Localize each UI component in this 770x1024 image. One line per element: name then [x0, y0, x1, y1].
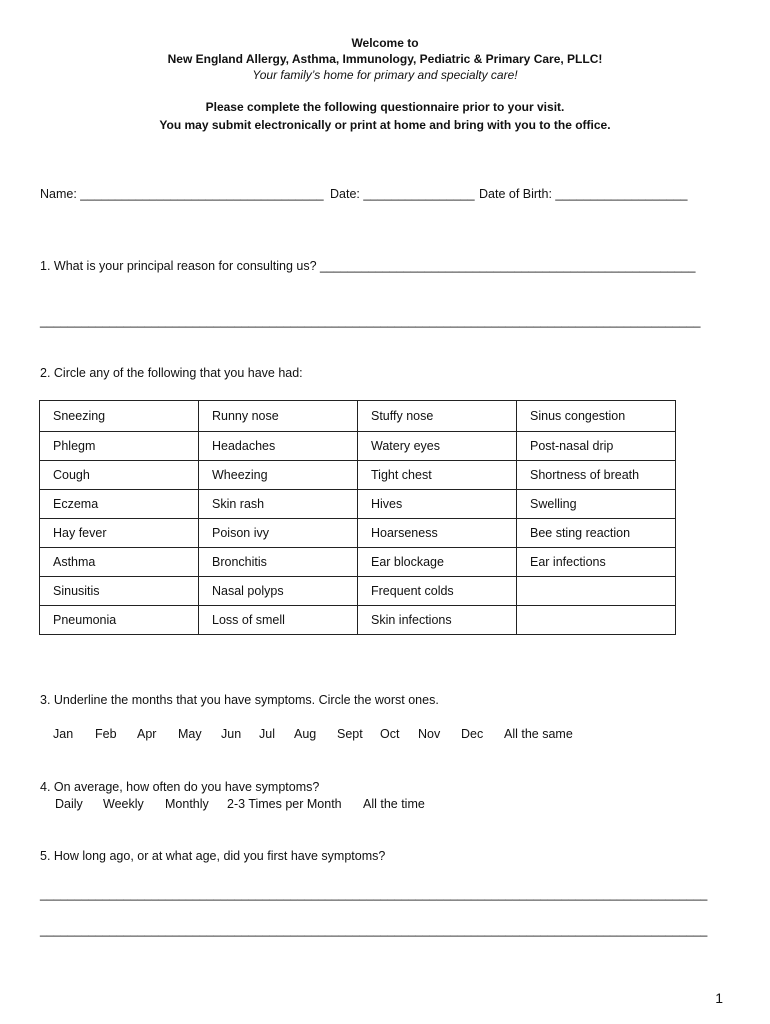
symptom-cell[interactable]: Wheezing: [199, 461, 358, 490]
symptom-cell[interactable]: Post-nasal drip: [517, 432, 676, 461]
month-option[interactable]: Nov: [418, 727, 441, 741]
month-option[interactable]: Oct: [380, 727, 400, 741]
symptom-cell[interactable]: Loss of smell: [199, 606, 358, 635]
frequency-option[interactable]: Daily: [55, 797, 83, 811]
frequency-option[interactable]: 2-3 Times per Month: [227, 797, 342, 811]
question-2: 2. Circle any of the following that you have had:: [40, 366, 303, 380]
date-of-birth-field[interactable]: Date of Birth: ___________________: [479, 187, 688, 201]
month-option[interactable]: May: [178, 727, 202, 741]
question-4: 4. On average, how often do you have symptoms?: [40, 780, 320, 794]
table-row: [40, 577, 676, 606]
question-1[interactable]: 1. What is your principal reason for consulting us? ______________________________________________________: [40, 259, 696, 273]
tagline: Your family’s home for primary and specialty care!: [252, 68, 518, 82]
empty-cell: [517, 577, 676, 606]
empty-cell: [517, 606, 676, 635]
symptom-cell[interactable]: Phlegm: [40, 432, 199, 461]
table-row: [40, 519, 676, 548]
symptom-cell[interactable]: Cough: [40, 461, 199, 490]
frequency-option[interactable]: Monthly: [165, 797, 209, 811]
frequency-option[interactable]: All the time: [363, 797, 425, 811]
month-option[interactable]: Aug: [294, 727, 317, 741]
symptom-cell[interactable]: Hay fever: [40, 519, 199, 548]
question-1-answer-line[interactable]: _______________________________________________________________________________________________: [40, 314, 701, 328]
table-row: [40, 461, 676, 490]
table-row: [40, 401, 676, 432]
symptom-cell[interactable]: Pneumonia: [40, 606, 199, 635]
question-5-answer-line[interactable]: ________________________________________________________________________________________________: [40, 887, 708, 901]
symptom-cell[interactable]: Headaches: [199, 432, 358, 461]
symptom-cell[interactable]: Sneezing: [40, 401, 199, 432]
question-5-answer-line[interactable]: ________________________________________________________________________________________________: [40, 923, 708, 937]
practice-name: New England Allergy, Asthma, Immunology, Pediatric & Primary Care, PLLC!: [167, 52, 603, 66]
symptom-cell[interactable]: Ear infections: [517, 548, 676, 577]
question-3: 3. Underline the months that you have symptoms. Circle the worst ones.: [40, 693, 439, 707]
symptom-cell[interactable]: Watery eyes: [358, 432, 517, 461]
month-option[interactable]: Jan: [53, 727, 74, 741]
symptom-cell[interactable]: Stuffy nose: [358, 401, 517, 432]
symptom-cell[interactable]: Skin rash: [199, 490, 358, 519]
date-field[interactable]: Date: ________________: [330, 187, 475, 201]
month-option[interactable]: Dec: [461, 727, 484, 741]
symptom-cell[interactable]: Eczema: [40, 490, 199, 519]
page-number: 1: [715, 990, 723, 1006]
symptom-cell[interactable]: Shortness of breath: [517, 461, 676, 490]
table-row: [40, 432, 676, 461]
month-option[interactable]: Sept: [337, 727, 363, 741]
month-option-all-the-same[interactable]: All the same: [504, 727, 573, 741]
symptom-cell[interactable]: Frequent colds: [358, 577, 517, 606]
name-field[interactable]: Name: ___________________________________: [40, 187, 324, 201]
instruction-line-2: You may submit electronically or print at home and bring with you to the office.: [159, 118, 611, 132]
symptom-cell[interactable]: Bronchitis: [199, 548, 358, 577]
symptoms-table: [39, 400, 676, 635]
symptom-cell[interactable]: Sinus congestion: [517, 401, 676, 432]
month-option[interactable]: Apr: [137, 727, 157, 741]
symptom-cell[interactable]: Tight chest: [358, 461, 517, 490]
symptom-cell[interactable]: Swelling: [517, 490, 676, 519]
symptom-cell[interactable]: Sinusitis: [40, 577, 199, 606]
symptom-cell[interactable]: Skin infections: [358, 606, 517, 635]
frequency-option[interactable]: Weekly: [103, 797, 144, 811]
question-5: 5. How long ago, or at what age, did you first have symptoms?: [40, 849, 386, 863]
symptom-cell[interactable]: Bee sting reaction: [517, 519, 676, 548]
table-row: [40, 606, 676, 635]
symptom-cell[interactable]: Hoarseness: [358, 519, 517, 548]
symptom-cell[interactable]: Hives: [358, 490, 517, 519]
table-row: [40, 548, 676, 577]
symptom-cell[interactable]: Nasal polyps: [199, 577, 358, 606]
instruction-line-1: Please complete the following questionnaire prior to your visit.: [205, 100, 565, 114]
welcome-heading: Welcome to: [351, 36, 419, 50]
month-option[interactable]: Feb: [95, 727, 117, 741]
month-option[interactable]: Jun: [221, 727, 242, 741]
symptom-cell[interactable]: Asthma: [40, 548, 199, 577]
symptom-cell[interactable]: Ear blockage: [358, 548, 517, 577]
month-option[interactable]: Jul: [259, 727, 275, 741]
symptom-cell[interactable]: Poison ivy: [199, 519, 358, 548]
table-row: [40, 490, 676, 519]
symptom-cell[interactable]: Runny nose: [199, 401, 358, 432]
